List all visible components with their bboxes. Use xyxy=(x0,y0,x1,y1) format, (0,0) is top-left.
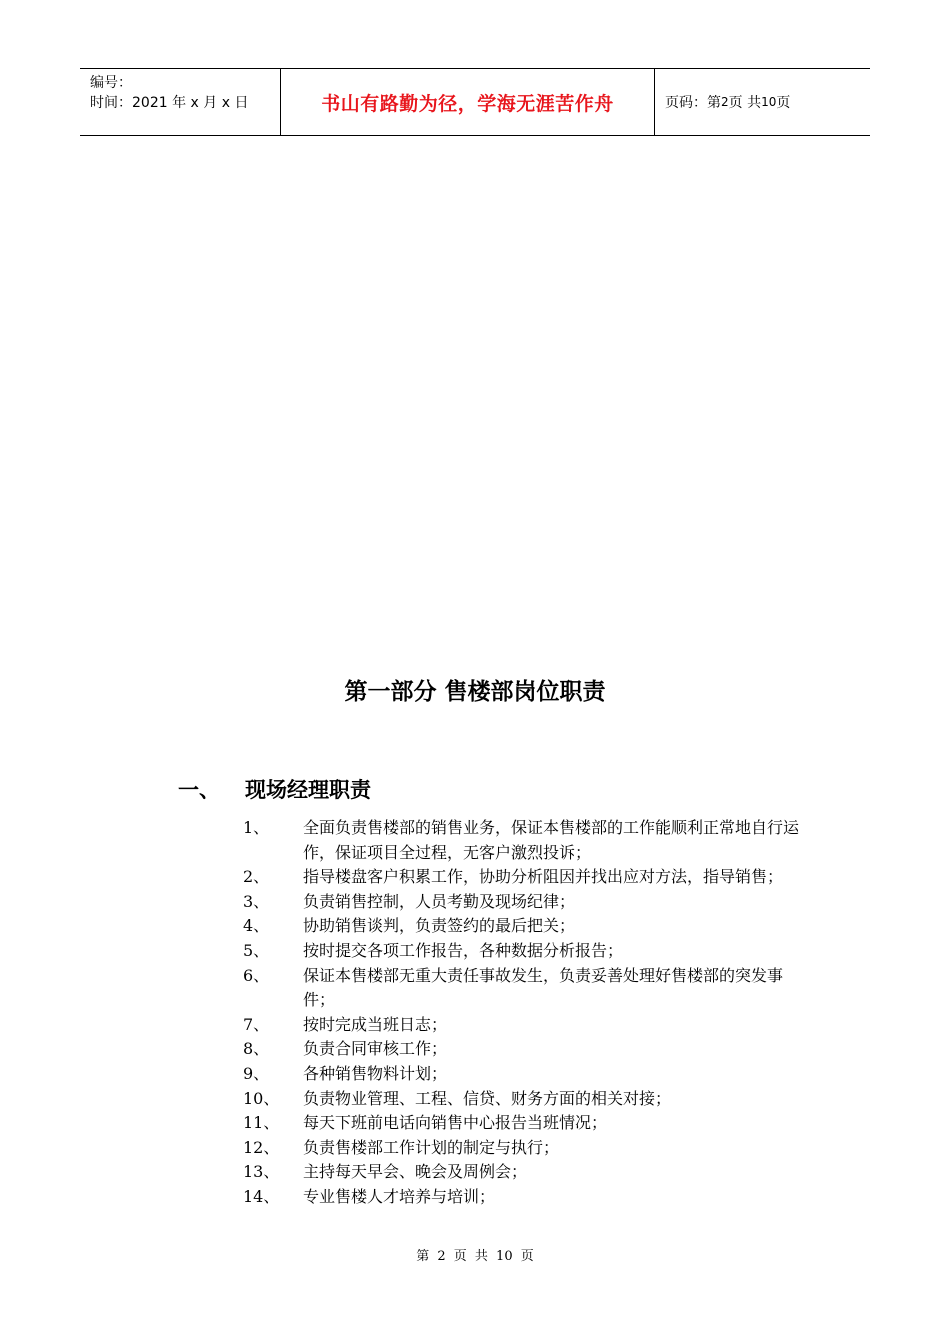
list-item-index: 4、 xyxy=(243,916,270,936)
date-label: 时间：2021 年 x 月 x 日 xyxy=(90,95,249,111)
list-item xyxy=(243,914,813,939)
list-item-index: 1、 xyxy=(243,818,270,837)
page-header xyxy=(80,68,870,136)
list-item-index: 10、 xyxy=(243,1088,280,1108)
list-item xyxy=(243,939,813,964)
list-item xyxy=(243,1013,813,1038)
part-title: 第一部分 售楼部岗位职责 xyxy=(344,679,606,705)
list-item-text: 专业售楼人才培养与培训； xyxy=(303,1186,496,1206)
list-item-index: 2、 xyxy=(243,867,270,887)
list-item-text: 负责合同审核工作； xyxy=(303,1039,448,1059)
list-item-index: 5、 xyxy=(243,940,270,960)
list-item xyxy=(243,865,813,890)
list-item-index: 13、 xyxy=(243,1162,280,1182)
list-item-text: 负责售楼部工作计划的制定与执行； xyxy=(303,1137,560,1157)
duty-list xyxy=(243,816,813,1210)
list-item-text: 主持每天早会、晚会及周例会； xyxy=(303,1162,528,1182)
list-item-text: 协助销售谈判，负责签约的最后把关； xyxy=(303,916,576,936)
page-footer: 第 2 页 共 10 页 xyxy=(416,1249,534,1264)
header-motto: 书山有路勤为径，学海无涯苦作舟 xyxy=(281,69,655,135)
list-item-text: 指导楼盘客户积累工作，协助分析阻因并找出应对方法，指导销售； xyxy=(303,867,784,887)
list-item-index: 11、 xyxy=(243,1113,280,1133)
section-heading xyxy=(178,773,371,807)
list-item-text: 负责物业管理、工程、信贷、财务方面的相关对接； xyxy=(303,1088,672,1108)
list-item xyxy=(243,1087,813,1112)
section-title: 现场经理职责 xyxy=(245,778,371,802)
list-item xyxy=(243,890,813,915)
page-current: 2 xyxy=(721,95,729,109)
list-item-text: 各种销售物料计划； xyxy=(303,1063,448,1083)
page-total: 10 xyxy=(761,95,777,109)
list-item xyxy=(243,964,813,1013)
header-page-info xyxy=(655,69,870,135)
list-item xyxy=(243,1136,813,1161)
list-item xyxy=(243,816,813,865)
page-prefix: 页码：第 xyxy=(665,95,721,111)
list-item xyxy=(243,1111,813,1136)
list-item-index: 3、 xyxy=(243,891,270,911)
list-item-text: 保证本售楼部无重大责任事故发生，负责妥善处理好售楼部的突发事件； xyxy=(303,965,784,1010)
list-item-text: 每天下班前电话向销售中心报告当班情况； xyxy=(303,1113,608,1133)
serial-label: 编号： xyxy=(90,75,132,91)
list-item-index: 12、 xyxy=(243,1137,280,1157)
page-suffix: 页 xyxy=(776,95,791,111)
list-item-index: 8、 xyxy=(243,1039,270,1059)
list-item-text: 全面负责售楼部的销售业务，保证本售楼部的工作能顺利正常地自行运作，保证项目全过程，无客户激烈投诉； xyxy=(303,818,800,862)
list-item-text: 按时完成当班日志； xyxy=(303,1014,448,1034)
page-mid: 页 共 xyxy=(728,95,762,111)
list-item xyxy=(243,1185,813,1210)
list-item-index: 6、 xyxy=(243,965,270,985)
list-item-index: 7、 xyxy=(243,1014,270,1034)
section-number: 一、 xyxy=(178,778,220,802)
list-item xyxy=(243,1037,813,1062)
list-item xyxy=(243,1160,813,1185)
list-item xyxy=(243,1062,813,1087)
list-item-index: 9、 xyxy=(243,1063,270,1083)
list-item-index: 14、 xyxy=(243,1186,280,1206)
header-meta xyxy=(80,69,281,135)
list-item-text: 负责销售控制，人员考勤及现场纪律； xyxy=(303,891,576,911)
list-item-text: 按时提交各项工作报告，各种数据分析报告； xyxy=(303,940,624,960)
